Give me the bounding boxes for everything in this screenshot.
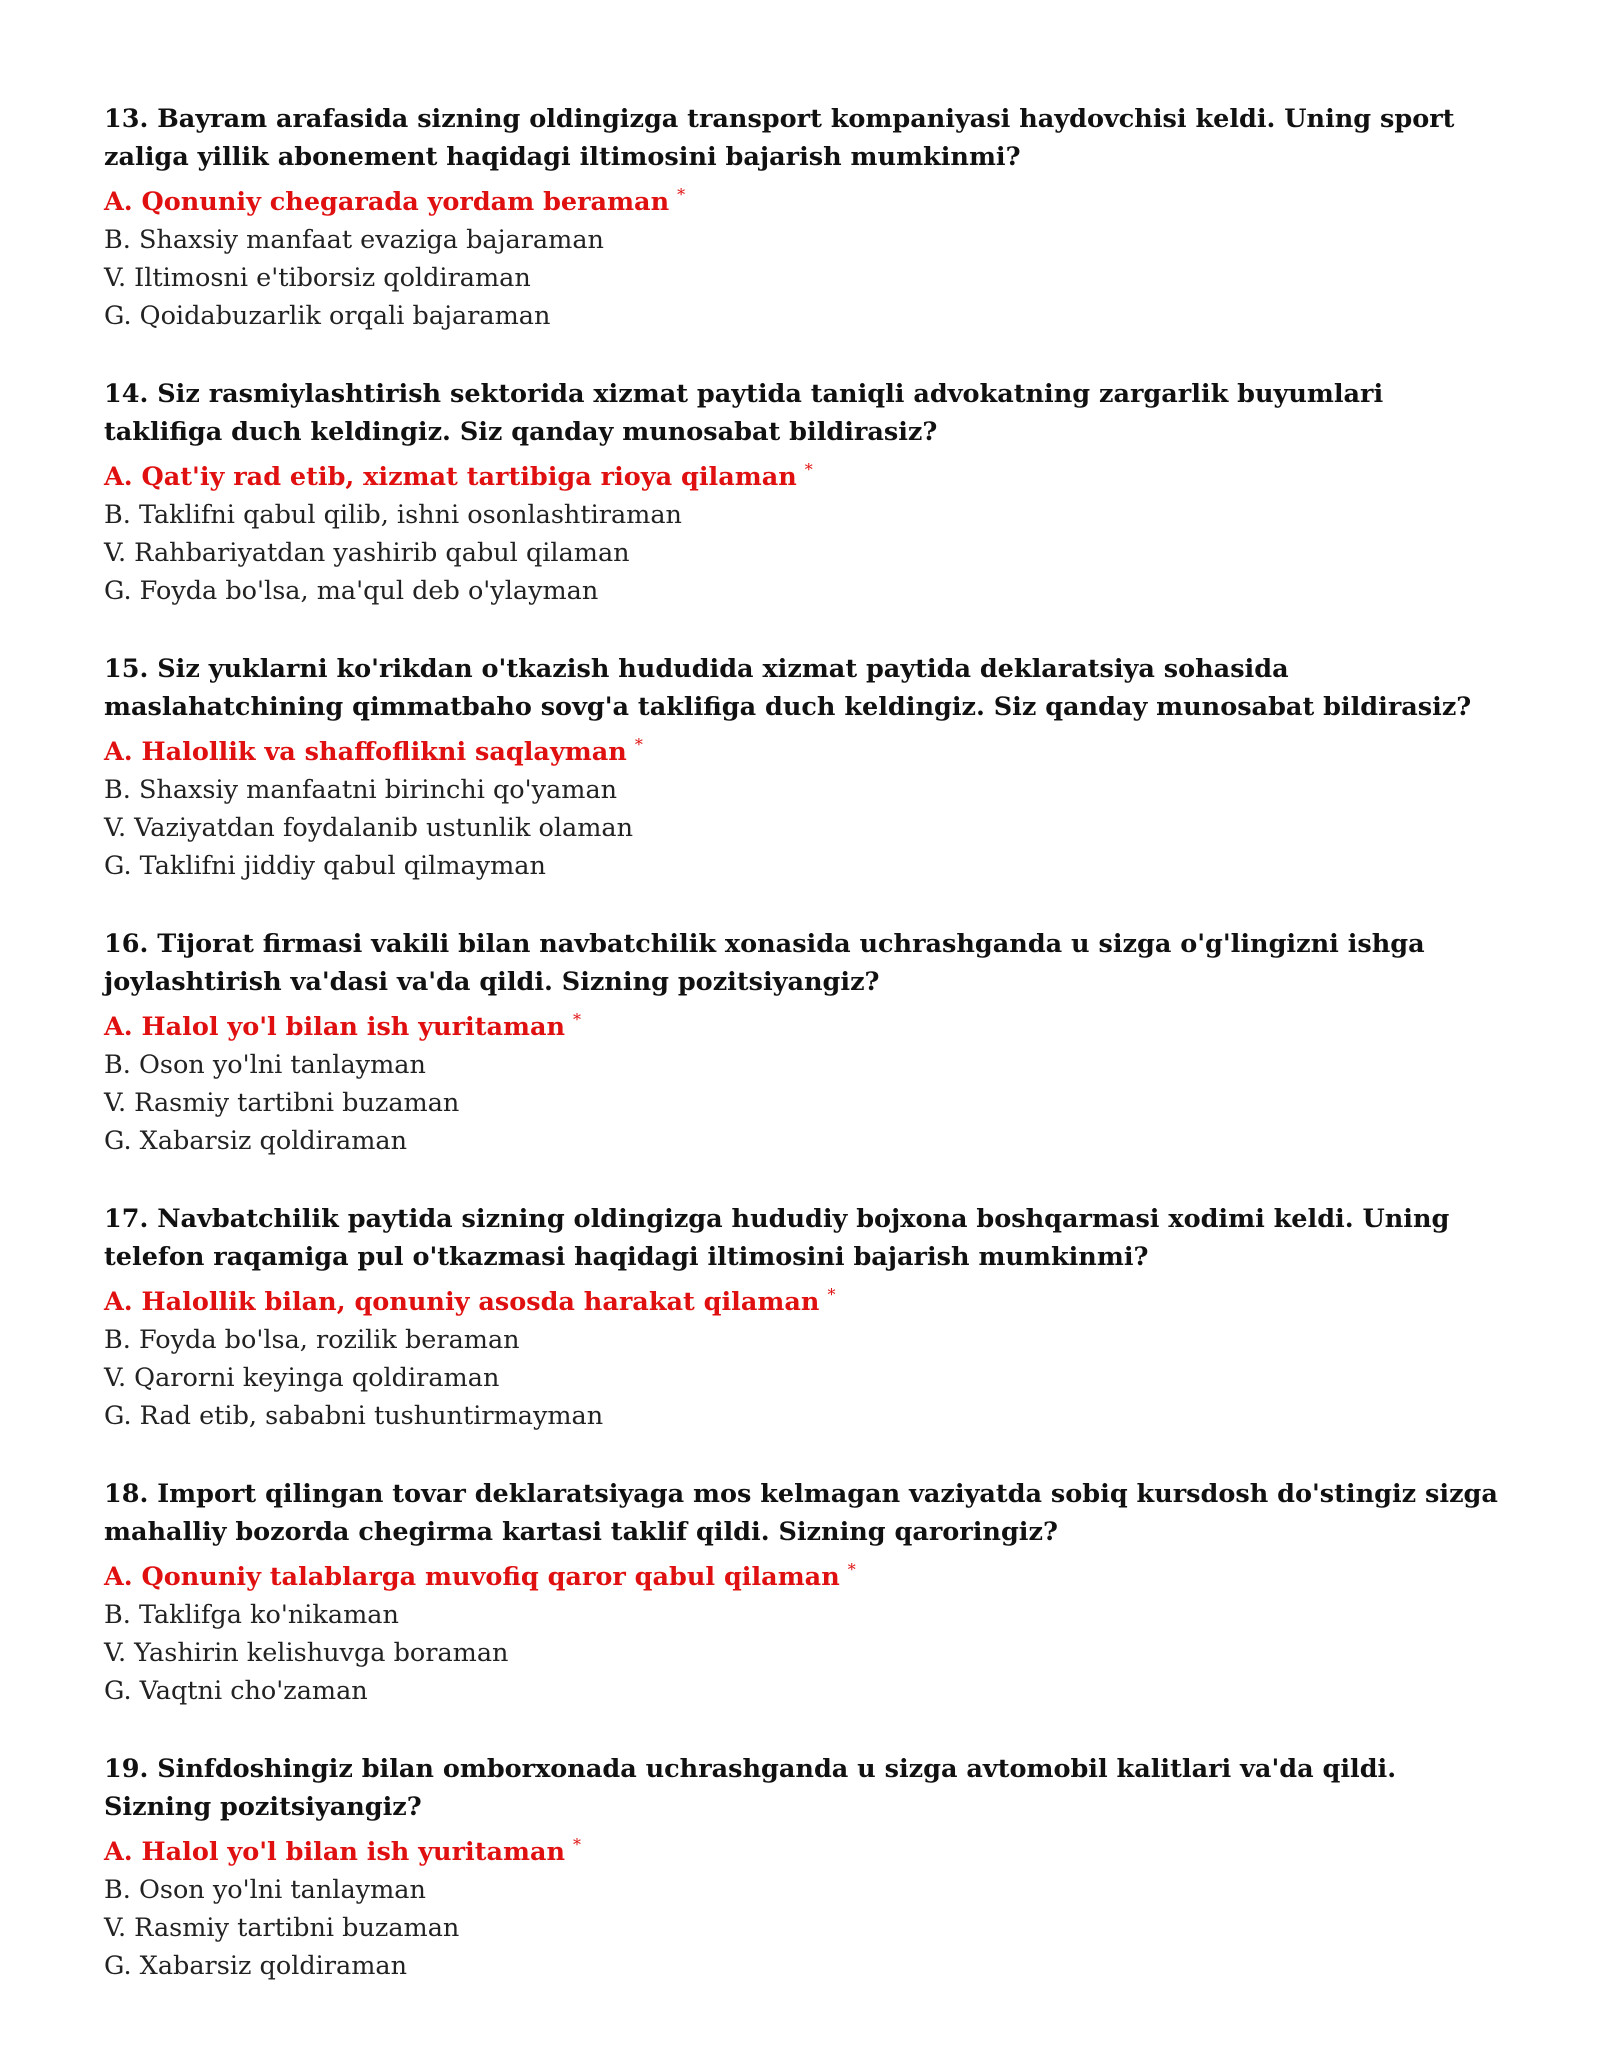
answer-option: B. Foyda bo'lsa, rozilik beraman: [104, 1325, 520, 1355]
answer-label: A. Halol yo'l bilan ish yuritaman: [104, 1012, 566, 1042]
question-text: 14. Siz rasmiylashtirish sektorida xizmat paytida taniqli advokatning zargarlik buyumlari taklifiga duch keldingiz. Siz qanday munosabat bildirasiz?: [104, 379, 1384, 447]
correct-answer: [104, 726, 1504, 771]
question-block-18: [104, 1475, 1504, 1710]
answer-option: G. Qoidabuzarlik orqali bajaraman: [104, 301, 551, 331]
correct-answer: [104, 1551, 1504, 1596]
correct-marker: *: [573, 1010, 582, 1029]
answer-label: A. Qat'iy rad etib, xizmat tartibiga rioya qilaman: [104, 462, 797, 492]
correct-marker: *: [677, 185, 686, 204]
correct-answer: [104, 1001, 1504, 1046]
question-text: 17. Navbatchilik paytida sizning oldingizga hududiy bojxona boshqarmasi xodimi keldi. Uning telefon raqamiga pul o'tkazmasi haqidagi iltimosini bajarish mumkinmi?: [104, 1204, 1450, 1272]
answer-option: B. Shaxsiy manfaat evaziga bajaraman: [104, 225, 604, 255]
answer-label: A. Qonuniy talablarga muvofiq qaror qabul qilaman: [104, 1562, 840, 1592]
answer-option: G. Rad etib, sababni tushuntirmayman: [104, 1401, 604, 1431]
question-text: 16. Tijorat firmasi vakili bilan navbatchilik xonasida uchrashganda u sizga o'g'lingizni ishga joylashtirish va'dasi va'da qildi. Sizning pozitsiyangiz?: [104, 929, 1425, 997]
answer-option: B. Taklifni qabul qilib, ishni osonlashtiraman: [104, 500, 682, 530]
answer-option: V. Yashirin kelishuvga boraman: [104, 1638, 509, 1668]
answer-option: V. Rasmiy tartibni buzaman: [104, 1913, 460, 1943]
answer-option: V. Iltimosni e'tiborsiz qoldiraman: [104, 263, 531, 293]
answer-option: B. Shaxsiy manfaatni birinchi qo'yaman: [104, 775, 618, 805]
correct-marker: *: [847, 1560, 856, 1579]
correct-marker: *: [634, 735, 643, 754]
question-block-16: [104, 925, 1504, 1160]
answer-option: G. Foyda bo'lsa, ma'qul deb o'ylayman: [104, 576, 599, 606]
question-block-15: [104, 650, 1504, 885]
answer-option: G. Taklifni jiddiy qabul qilmayman: [104, 851, 546, 881]
question-list: [104, 100, 1504, 2025]
answer-option: V. Rahbariyatdan yashirib qabul qilaman: [104, 538, 630, 568]
question-text: 19. Sinfdoshingiz bilan omborxonada uchrashganda u sizga avtomobil kalitlari va'da qildi. Sizning pozitsiyangiz?: [104, 1754, 1397, 1822]
answer-option: G. Xabarsiz qoldiraman: [104, 1126, 408, 1156]
answer-label: A. Halollik va shaffoflikni saqlayman: [104, 737, 627, 767]
answer-option: B. Taklifga ko'nikaman: [104, 1600, 399, 1630]
question-text: 13. Bayram arafasida sizning oldingizga transport kompaniyasi haydovchisi keldi. Uning sport zaliga yillik abonement haqidagi iltimosini bajarish mumkinmi?: [104, 104, 1455, 172]
question-block-17: [104, 1200, 1504, 1435]
answer-option: V. Rasmiy tartibni buzaman: [104, 1088, 460, 1118]
answer-option: G. Vaqtni cho'zaman: [104, 1676, 368, 1706]
question-block-19: [104, 1750, 1504, 1985]
answer-option: V. Qarorni keyinga qoldiraman: [104, 1363, 500, 1393]
answer-option: B. Oson yo'lni tanlayman: [104, 1050, 426, 1080]
correct-answer: [104, 1826, 1504, 1871]
question-block-14: [104, 375, 1504, 610]
correct-answer: [104, 176, 1504, 221]
correct-answer: [104, 451, 1504, 496]
question-text: 18. Import qilingan tovar deklaratsiyaga mos kelmagan vaziyatda sobiq kursdosh do'stingiz sizga mahalliy bozorda chegirma kartasi taklif qildi. Sizning qaroringiz?: [104, 1479, 1498, 1547]
answer-option: B. Oson yo'lni tanlayman: [104, 1875, 426, 1905]
answer-option: V. Vaziyatdan foydalanib ustunlik olaman: [104, 813, 634, 843]
correct-marker: *: [804, 460, 813, 479]
correct-answer: [104, 1276, 1504, 1321]
answer-option: G. Xabarsiz qoldiraman: [104, 1951, 408, 1981]
answer-label: A. Halollik bilan, qonuniy asosda harakat qilaman: [104, 1287, 820, 1317]
question-block-13: [104, 100, 1504, 335]
correct-marker: *: [573, 1835, 582, 1854]
answer-label: A. Halol yo'l bilan ish yuritaman: [104, 1837, 566, 1867]
correct-marker: *: [827, 1285, 836, 1304]
answer-label: A. Qonuniy chegarada yordam beraman: [104, 187, 670, 217]
question-text: 15. Siz yuklarni ko'rikdan o'tkazish hududida xizmat paytida deklaratsiya sohasida maslahatchining qimmatbaho sovg'a taklifiga duch keldingiz. Siz qanday munosabat bildirasiz?: [104, 654, 1472, 722]
